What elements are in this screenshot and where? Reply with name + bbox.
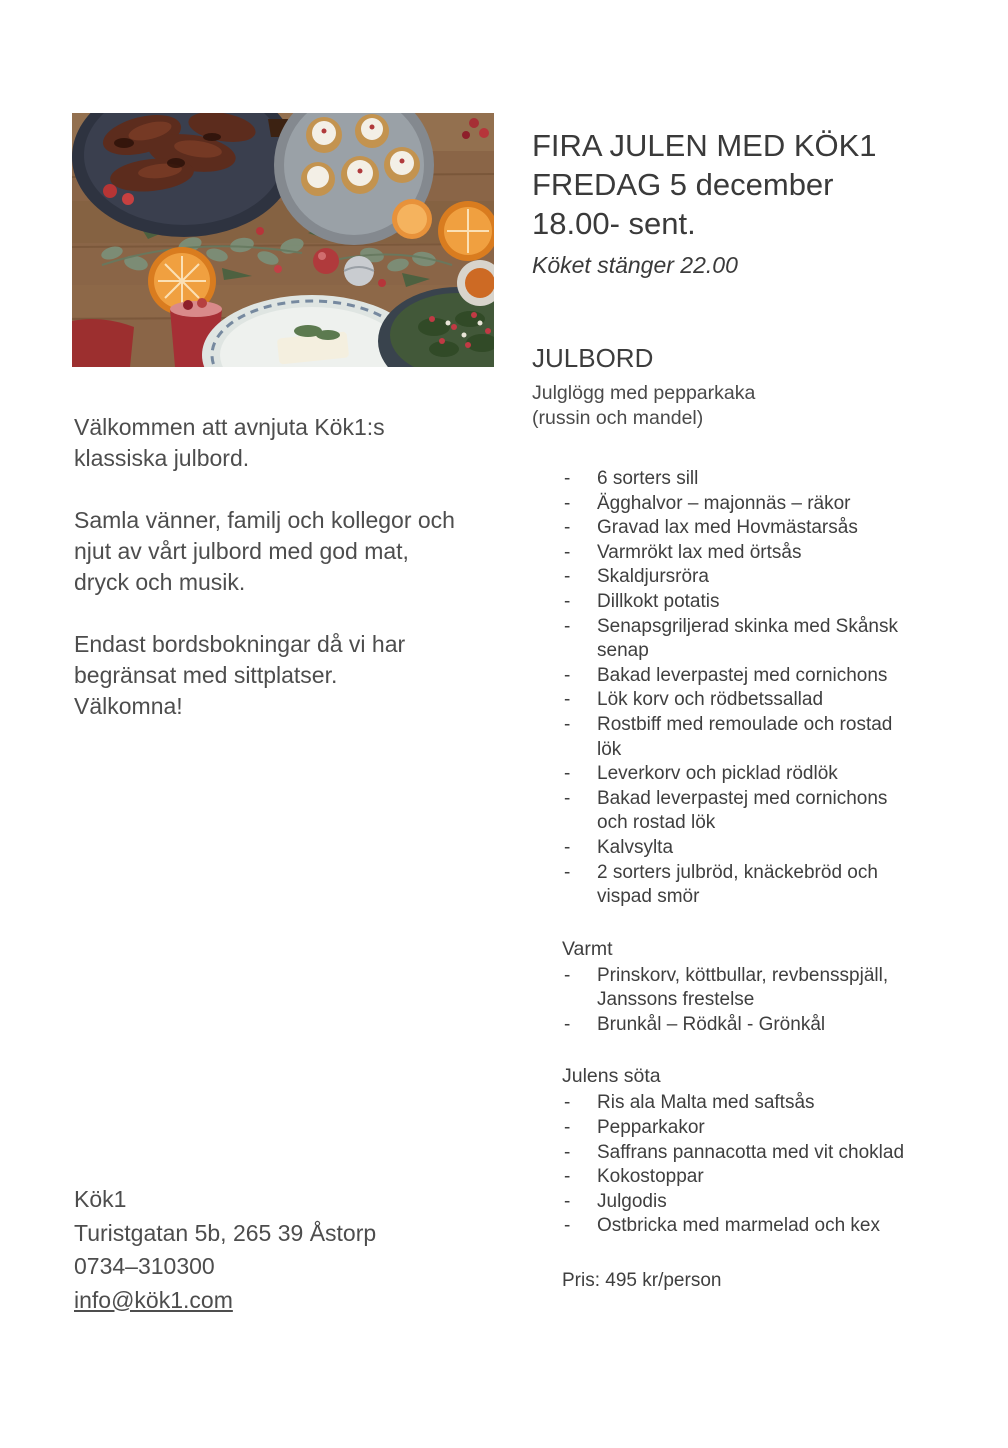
menu-heading: JULBORD: [532, 343, 654, 373]
event-title-line-1: FIRA JULEN MED KÖK1: [532, 128, 877, 163]
contact-name: Kök1: [74, 1186, 127, 1212]
julbord-buffet-photo: [72, 113, 494, 367]
price-text: Pris: 495 kr/person: [562, 1270, 722, 1292]
menu-item: - Rostbiff med remoulade och rostad lök: [562, 713, 907, 762]
intro-paragraph: Samla vänner, familj och kollegor och njut av vårt julbord med god mat, dryck och musik.: [74, 507, 455, 595]
contact-block: [74, 1183, 376, 1317]
menu-item: - Ostbricka med marmelad och kex: [562, 1214, 907, 1239]
menu-item: - Brunkål – Rödkål - Grönkål: [562, 1013, 907, 1038]
menu-item: - 6 sorters sill: [562, 467, 907, 492]
menu-item: - Bakad leverpastej med cornichons och rostad lök: [562, 787, 907, 836]
sweet-items-list: [562, 1091, 944, 1239]
intro-paragraph-welcome: Välkomna!: [74, 693, 183, 719]
menu-item: - Kokostoppar: [562, 1165, 907, 1190]
warm-section-heading: Varmt: [562, 937, 613, 960]
contact-address: Turistgatan 5b, 265 39 Åstorp: [74, 1219, 377, 1246]
warm-items-list: [562, 964, 944, 1038]
intro-text: [74, 412, 466, 722]
menu-item: - Kalvsylta: [562, 836, 907, 861]
menu-item: - Saffrans pannacotta med vit choklad: [562, 1141, 907, 1166]
menu-item: - Leverkorv och picklad rödlök: [562, 762, 907, 787]
menu-intro-line-2: (russin och mandel): [532, 407, 704, 429]
contact-email-link[interactable]: info@kök1.com: [74, 1286, 233, 1313]
event-title-line-3: 18.00- sent.: [532, 206, 696, 241]
menu-column: [532, 126, 944, 1293]
menu-item: - Ris ala Malta med saftsås: [562, 1091, 907, 1116]
menu-item: - Senapsgriljerad skinka med Skånsk senap: [562, 615, 907, 664]
menu-intro-line-1: Julglögg med pepparkaka: [532, 382, 756, 404]
menu-item: - Bakad leverpastej med cornichons: [562, 664, 907, 689]
sweets-section-heading: Julens söta: [562, 1065, 661, 1088]
menu-item: - Julgodis: [562, 1190, 907, 1215]
menu-item: - 2 sorters julbröd, knäckebröd och vispad smör: [562, 861, 907, 910]
menu-item: - Dillkokt potatis: [562, 590, 907, 615]
kitchen-closing-note: Köket stänger 22.00: [532, 252, 738, 278]
cold-items-list: [562, 467, 944, 910]
menu-item: - Lök korv och rödbetssallad: [562, 688, 907, 713]
menu-item: - Pepparkakor: [562, 1116, 907, 1141]
event-title-line-2: FREDAG 5 december: [532, 167, 834, 202]
contact-phone: 0734–310300: [74, 1253, 215, 1279]
menu-item: - Gravad lax med Hovmästarsås: [562, 516, 907, 541]
menu-item: - Ägghalvor – majonnäs – räkor: [562, 492, 907, 517]
menu-item: - Varmrökt lax med örtsås: [562, 541, 907, 566]
menu-item: - Skaldjursröra: [562, 565, 907, 590]
menu-item: - Prinskorv, köttbullar, revbensspjäll, Janssons frestelse: [562, 964, 907, 1013]
intro-paragraph: Välkommen att avnjuta Kök1:s klassiska julbord.: [74, 414, 385, 471]
intro-paragraph: Endast bordsbokningar då vi har begränsat med sittplatser.: [74, 631, 406, 688]
